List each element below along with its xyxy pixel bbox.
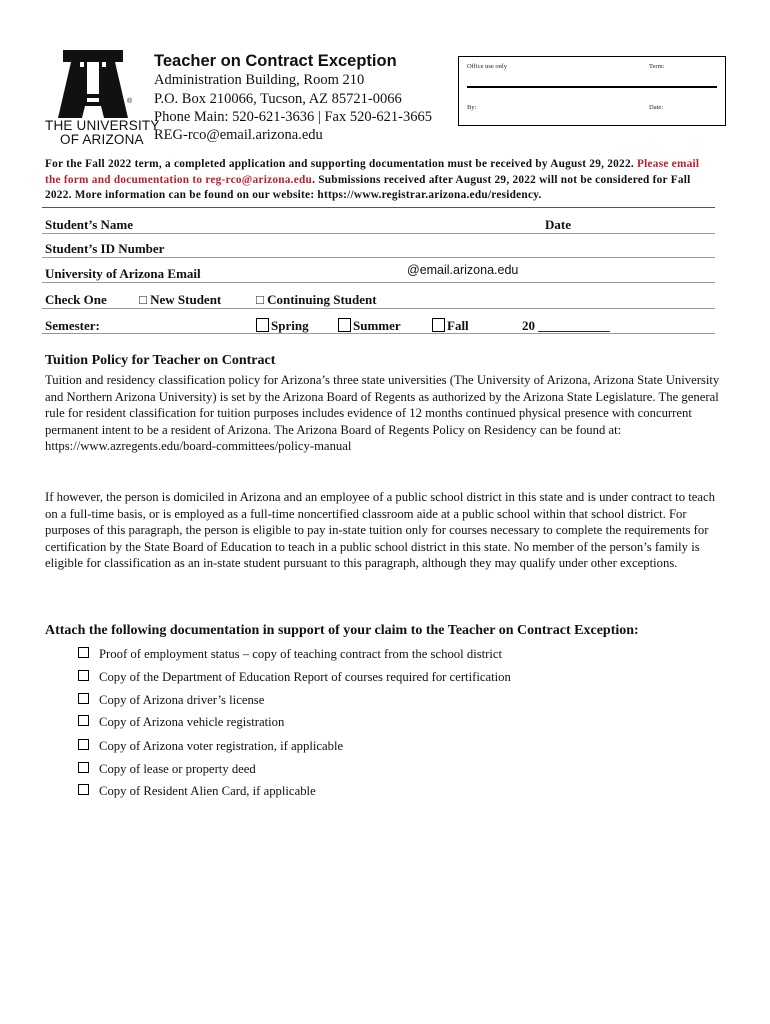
doc-checkbox[interactable] (78, 715, 89, 726)
doc-item-label: Copy of Arizona driver’s license (99, 693, 265, 707)
doc-checkbox[interactable] (78, 670, 89, 681)
spring-label: Spring (271, 318, 309, 333)
doc-item-label: Copy of the Department of Education Report of courses required for certification (99, 670, 511, 684)
doc-item-label: Copy of lease or property deed (99, 762, 256, 776)
doc-item-label: Copy of Arizona vehicle registration (99, 715, 285, 729)
phone-line: Phone Main: 520-621-3636 | Fax 520-621-3665 (154, 109, 432, 125)
date-label: Date (545, 217, 571, 232)
summer-label: Summer (353, 318, 401, 333)
student-name-field[interactable] (42, 233, 715, 234)
office-divider (467, 86, 717, 88)
policy-paragraph-1: Tuition and residency classification policy for Arizona’s three state universities (The University of Arizona, Arizona State University and Northern Arizona University) is set by the Arizona Board of Regents as authorized by the Arizona State Legislature. The general rule for resident classification for tuition purposes includes evidence of 12 months continued physical presence with concurrent permanent intent to be a resident of Arizona. The Arizona Board of Regents Policy on Residency can be found at: https://www.azregents.edu/board-committees/policy-manual (45, 373, 720, 454)
office-use-label: Office use only (467, 63, 507, 70)
new-student-option[interactable]: □ New Student (139, 292, 222, 307)
logo-text-line1: THE UNIVERSITY (45, 118, 160, 133)
intro-more-info: . Submissions received after August 29, 2022 will not be considered for Fall 2022. More information can be found on our website: https://www.registrar.arizona.edu/residency. (45, 173, 691, 201)
doc-item[interactable] (78, 693, 264, 708)
documentation-heading: Attach the following documentation in support of your claim to the Teacher on Contract Exception: (45, 623, 639, 638)
doc-item-label: Copy of Resident Alien Card, if applicable (99, 784, 316, 798)
continuing-student-option[interactable]: □ Continuing Student (256, 292, 377, 307)
intro-email-instruction[interactable]: Please email the form and documentation to reg-rco@arizona.edu (45, 158, 700, 186)
spring-option[interactable] (256, 318, 309, 334)
doc-item[interactable] (78, 647, 502, 662)
email-contact: REG-rco@email.arizona.edu (154, 127, 323, 143)
new-student-label: New Student (150, 292, 222, 307)
ua-email-label: University of Arizona Email (45, 266, 201, 281)
spring-checkbox[interactable] (256, 318, 269, 332)
intro-notice (45, 157, 715, 204)
policy-heading: Tuition Policy for Teacher on Contract (45, 353, 276, 368)
divider (42, 207, 715, 208)
check-one-label: Check One (45, 292, 107, 307)
registered-mark: ® (127, 98, 133, 105)
doc-item[interactable] (78, 784, 316, 799)
doc-checkbox[interactable] (78, 762, 89, 773)
term-label: Term: (649, 63, 665, 70)
summer-checkbox[interactable] (338, 318, 351, 332)
intro-deadline: For the Fall 2022 term, a completed application and supporting documentation must be received by August 29, 2022. (45, 158, 634, 170)
student-id-field[interactable] (42, 257, 715, 258)
student-name-label: Student’s Name (45, 217, 133, 232)
summer-option[interactable] (338, 318, 401, 334)
fall-checkbox[interactable] (432, 318, 445, 332)
address-line-2: P.O. Box 210066, Tucson, AZ 85721-0066 (154, 91, 402, 107)
policy-paragraph-2: If however, the person is domiciled in Arizona and an employee of a public school district in this state and is under contract to teach on a full-time basis, or is employed as a full-time noncertified classroom aide at a public school within that school district. For purposes of this paragraph, the person is eligible to pay in-state tuition only for courses necessary to complete the requirements for certification by the State Board of Education to teach in a public school district in this state. No member of the person’s family is eligible for classification as an in-state student pursuant to this paragraph, although they may qualify under other exceptions. (45, 490, 715, 571)
address-line-1: Administration Building, Room 210 (154, 72, 365, 88)
doc-checkbox[interactable] (78, 739, 89, 750)
doc-item[interactable] (78, 715, 284, 730)
continuing-student-label: Continuing Student (267, 292, 377, 307)
divider (42, 333, 715, 334)
date-label-office: Date: (649, 104, 664, 111)
doc-checkbox[interactable] (78, 693, 89, 704)
doc-item-label: Proof of employment status – copy of teaching contract from the school district (99, 647, 503, 661)
year-field[interactable]: 20 ___________ (522, 318, 610, 333)
doc-item[interactable] (78, 739, 343, 754)
doc-item[interactable] (78, 762, 256, 777)
by-label: By: (467, 104, 477, 111)
semester-label: Semester: (45, 318, 100, 333)
ua-email-field[interactable] (42, 282, 715, 283)
form-title: Teacher on Contract Exception (154, 52, 397, 70)
divider (42, 308, 715, 309)
office-use-box (458, 56, 726, 126)
email-suffix: @email.arizona.edu (407, 263, 519, 277)
doc-checkbox[interactable] (78, 784, 89, 795)
doc-item[interactable] (78, 670, 511, 685)
fall-option[interactable] (432, 318, 469, 334)
logo-text-line2: OF ARIZONA (60, 132, 144, 147)
doc-checkbox[interactable] (78, 647, 89, 658)
student-id-label: Student’s ID Number (45, 241, 165, 256)
university-logo-icon (58, 50, 128, 118)
doc-item-label: Copy of Arizona voter registration, if applicable (99, 739, 344, 753)
fall-label: Fall (447, 318, 469, 333)
